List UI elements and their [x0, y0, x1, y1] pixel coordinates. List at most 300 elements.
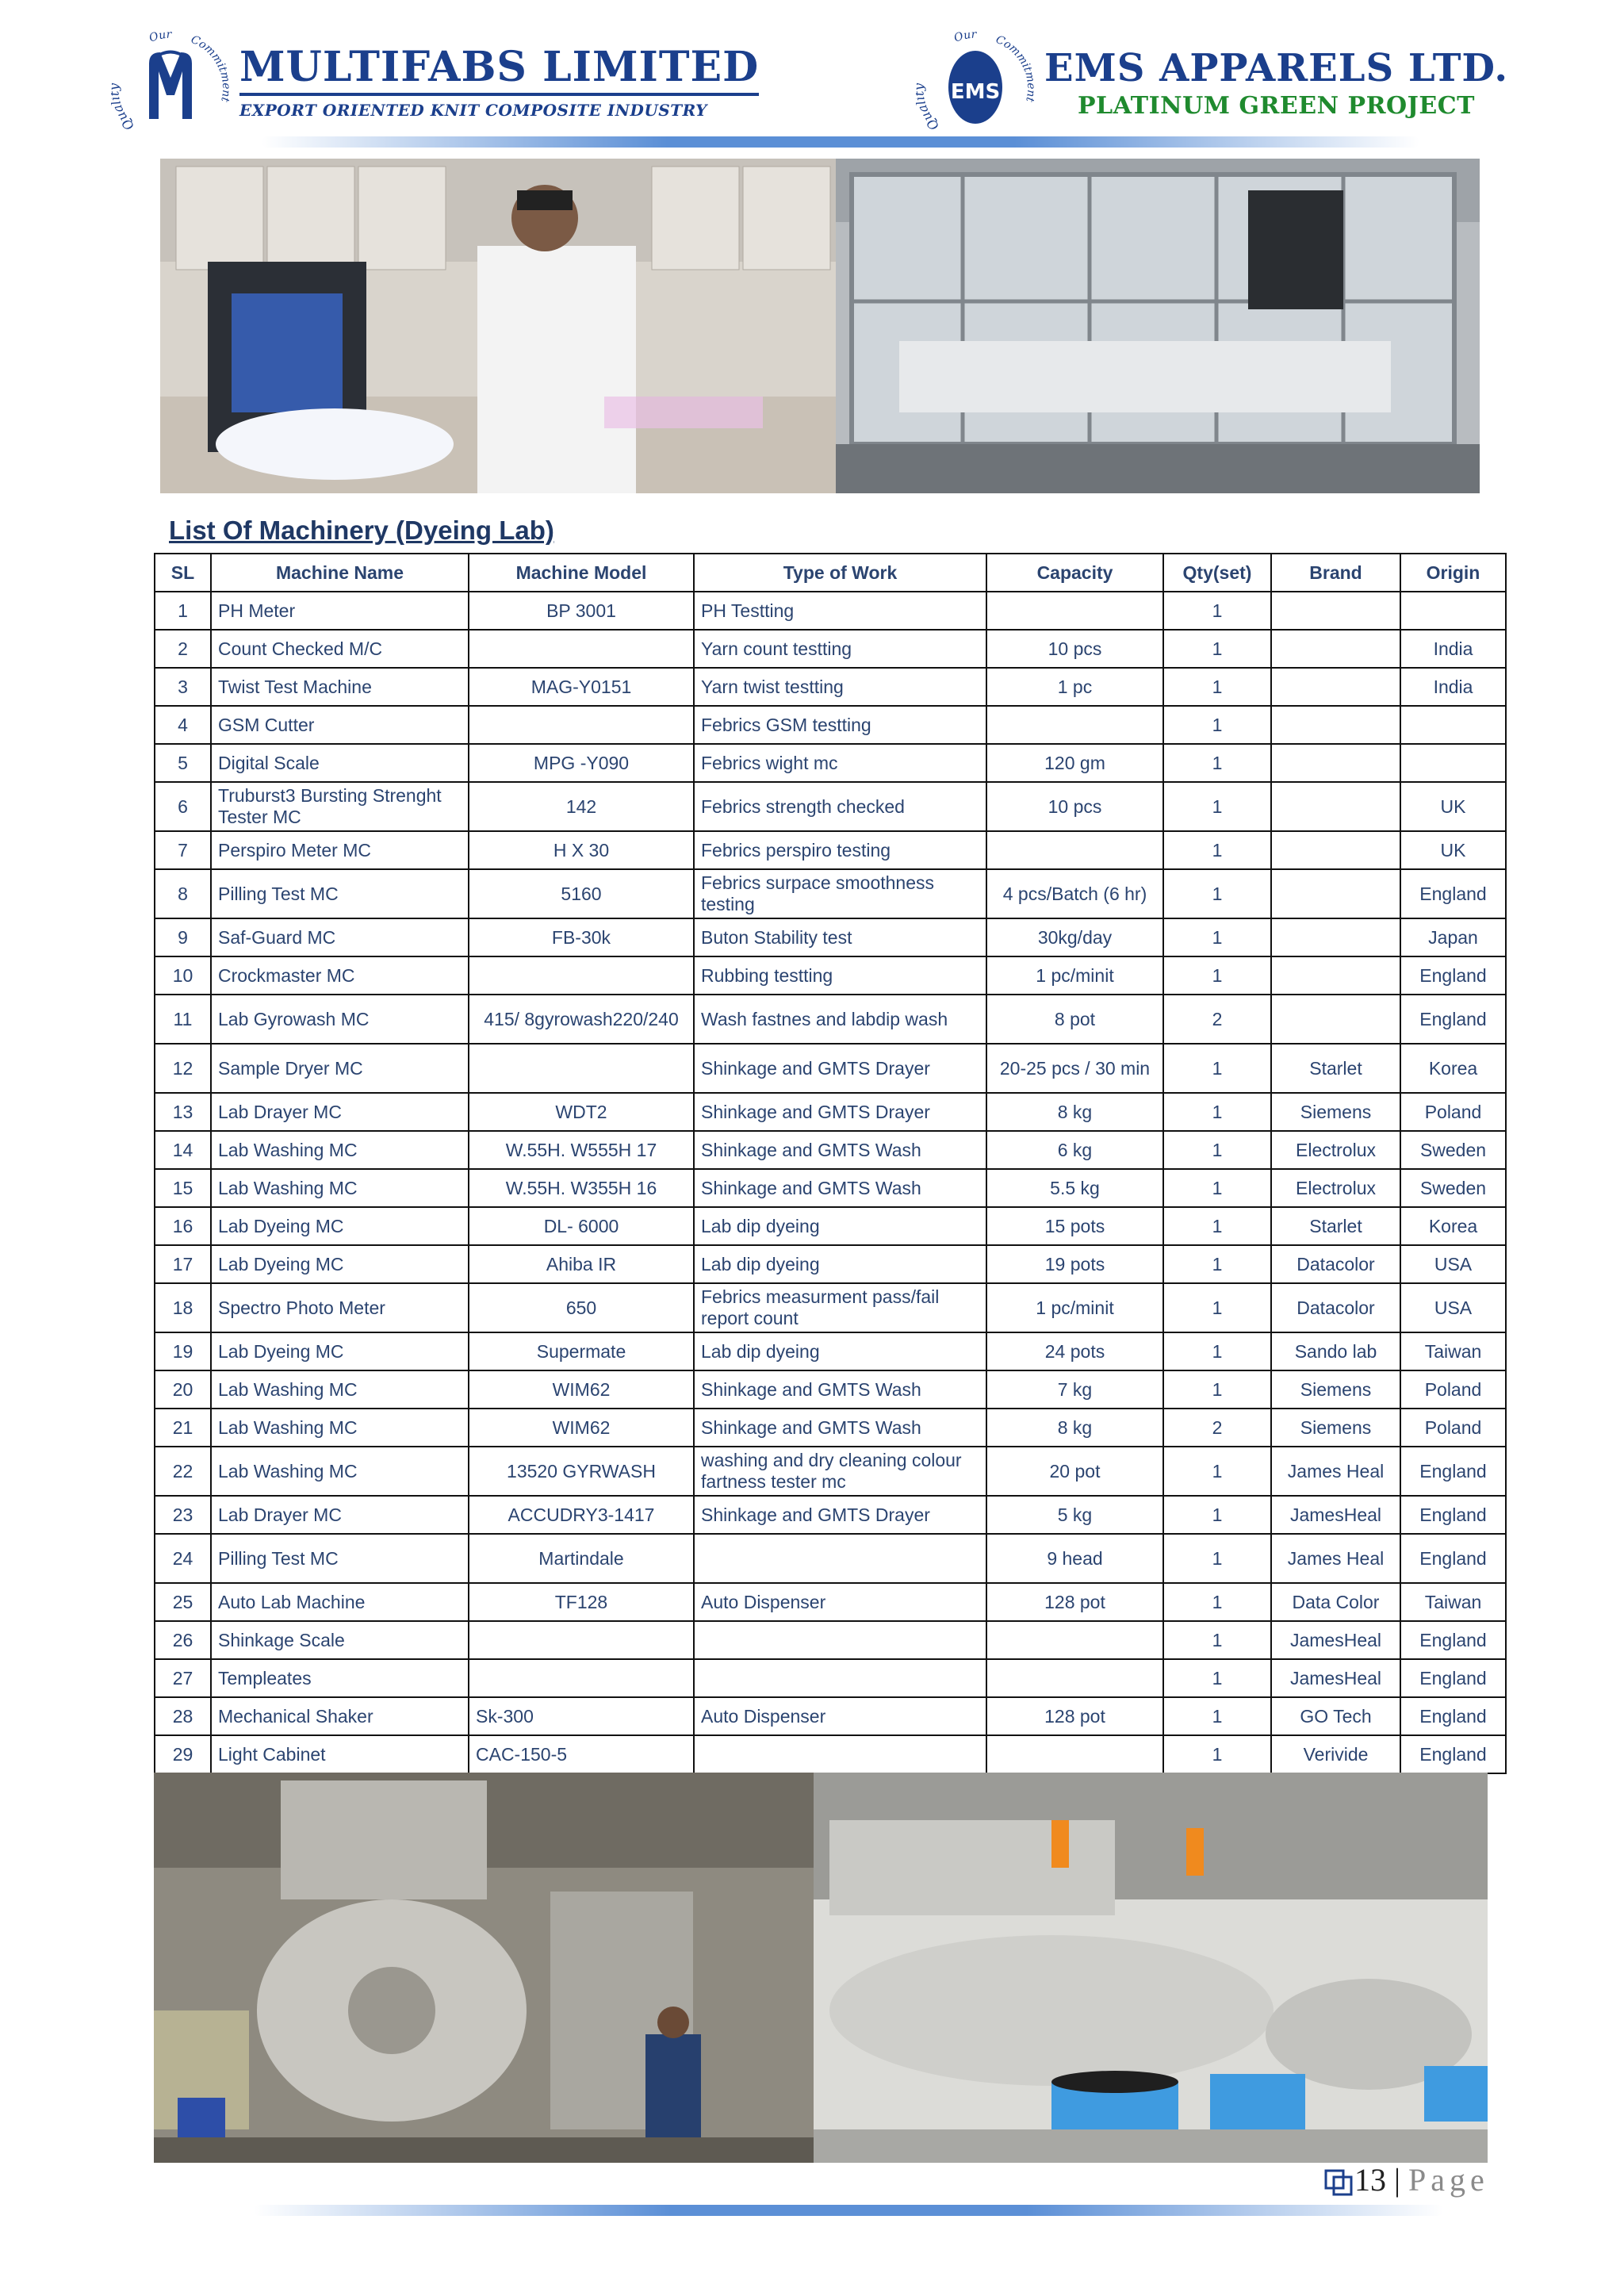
- table-row: [155, 630, 1506, 668]
- cell-sl: 14: [155, 1131, 211, 1169]
- cell-origin: England: [1400, 1534, 1506, 1583]
- cell-machine-model: H X 30: [469, 831, 694, 869]
- cell-sl: 25: [155, 1583, 211, 1621]
- cell-capacity: [986, 1735, 1163, 1773]
- cell-qty: 1: [1163, 744, 1271, 782]
- cell-brand: JamesHeal: [1271, 1496, 1400, 1534]
- arc-text-quality: Qua: [111, 102, 137, 134]
- cell-machine-model: 650: [469, 1283, 694, 1332]
- page-label: Page: [1408, 2162, 1489, 2198]
- cell-machine-model: MAG-Y0151: [469, 668, 694, 706]
- cell-origin: England: [1400, 1697, 1506, 1735]
- cell-capacity: 8 kg: [986, 1409, 1163, 1447]
- ems-name: EMS APPARELS LTD.: [1044, 45, 1509, 90]
- cell-capacity: 128 pot: [986, 1697, 1163, 1735]
- cell-capacity: 10 pcs: [986, 630, 1163, 668]
- cell-machine-name: Lab Gyrowash MC: [211, 995, 469, 1044]
- cell-brand: [1271, 668, 1400, 706]
- table-row: [155, 592, 1506, 630]
- cell-type-of-work: [694, 1735, 986, 1773]
- table-row: [155, 1093, 1506, 1131]
- svg-text:Our: [952, 29, 978, 45]
- cell-machine-name: Truburst3 Bursting Strenght Tester MC: [211, 782, 469, 831]
- cell-machine-model: MPG -Y090: [469, 744, 694, 782]
- cell-capacity: 8 kg: [986, 1093, 1163, 1131]
- cell-qty: 1: [1163, 1207, 1271, 1245]
- cell-capacity: 120 gm: [986, 744, 1163, 782]
- cell-capacity: [986, 706, 1163, 744]
- page-number: [1323, 2161, 1489, 2198]
- cell-origin: Sweden: [1400, 1169, 1506, 1207]
- cell-brand: Data Color: [1271, 1583, 1400, 1621]
- cell-capacity: 4 pcs/Batch (6 hr): [986, 869, 1163, 918]
- cell-sl: 15: [155, 1169, 211, 1207]
- cell-machine-model: BP 3001: [469, 592, 694, 630]
- arc-text-commitment: Commit: [189, 33, 230, 75]
- cell-machine-model: [469, 1621, 694, 1659]
- cell-type-of-work: Febrics measurment pass/fail report count: [694, 1283, 986, 1332]
- cell-machine-name: GSM Cutter: [211, 706, 469, 744]
- cell-origin: Sweden: [1400, 1131, 1506, 1169]
- table-row: [155, 1735, 1506, 1773]
- cell-machine-name: Spectro Photo Meter: [211, 1283, 469, 1332]
- cell-sl: 8: [155, 869, 211, 918]
- page-icon: [1323, 2164, 1354, 2196]
- cell-machine-model: Martindale: [469, 1534, 694, 1583]
- cell-capacity: [986, 1659, 1163, 1697]
- cell-machine-model: W.55H. W355H 16: [469, 1169, 694, 1207]
- cell-sl: 4: [155, 706, 211, 744]
- cell-brand: [1271, 630, 1400, 668]
- cell-machine-model: 142: [469, 782, 694, 831]
- cell-qty: 2: [1163, 1409, 1271, 1447]
- cell-origin: Taiwan: [1400, 1332, 1506, 1370]
- cell-type-of-work: [694, 1659, 986, 1697]
- cell-capacity: 20 pot: [986, 1447, 1163, 1496]
- lab-technician-photo: [160, 159, 836, 493]
- cell-qty: 1: [1163, 1044, 1271, 1093]
- cell-machine-name: Lab Dyeing MC: [211, 1207, 469, 1245]
- auto-dispenser-photo: [836, 159, 1480, 493]
- cell-machine-model: Sk-300: [469, 1697, 694, 1735]
- header-sl: SL: [155, 554, 211, 592]
- cell-machine-model: TF128: [469, 1583, 694, 1621]
- cell-machine-model: W.55H. W555H 17: [469, 1131, 694, 1169]
- table-row: [155, 1131, 1506, 1169]
- cell-brand: GO Tech: [1271, 1697, 1400, 1735]
- multifabs-name: MULTIFABS LIMITED: [239, 44, 759, 96]
- table-row: [155, 1332, 1506, 1370]
- cell-qty: 1: [1163, 1283, 1271, 1332]
- cell-type-of-work: Lab dip dyeing: [694, 1332, 986, 1370]
- cell-machine-model: WIM62: [469, 1370, 694, 1409]
- cell-origin: England: [1400, 995, 1506, 1044]
- cell-type-of-work: Shinkage and GMTS Wash: [694, 1169, 986, 1207]
- cell-machine-name: Saf-Guard MC: [211, 918, 469, 956]
- cell-machine-name: PH Meter: [211, 592, 469, 630]
- cell-origin: Taiwan: [1400, 1583, 1506, 1621]
- cell-origin: England: [1400, 1447, 1506, 1496]
- cell-machine-name: Auto Lab Machine: [211, 1583, 469, 1621]
- header-brand: Brand: [1271, 554, 1400, 592]
- cell-brand: Verivide: [1271, 1735, 1400, 1773]
- table-row: [155, 1496, 1506, 1534]
- cell-qty: 1: [1163, 1697, 1271, 1735]
- cell-type-of-work: Febrics strength checked: [694, 782, 986, 831]
- header-type-of-work: Type of Work: [694, 554, 986, 592]
- cell-brand: Datacolor: [1271, 1283, 1400, 1332]
- cell-origin: USA: [1400, 1245, 1506, 1283]
- table-row: [155, 1207, 1506, 1245]
- cell-qty: 1: [1163, 1496, 1271, 1534]
- cell-origin: England: [1400, 1659, 1506, 1697]
- cell-origin: Poland: [1400, 1409, 1506, 1447]
- cell-origin: England: [1400, 1735, 1506, 1773]
- cell-sl: 28: [155, 1697, 211, 1735]
- cell-origin: England: [1400, 869, 1506, 918]
- table-row: [155, 1169, 1506, 1207]
- arc-text-our: Our: [952, 28, 977, 45]
- cell-origin: England: [1400, 956, 1506, 995]
- cell-capacity: 8 pot: [986, 995, 1163, 1044]
- table-row: [155, 918, 1506, 956]
- table-row: [155, 782, 1506, 831]
- table-row: [155, 668, 1506, 706]
- cell-qty: 1: [1163, 1534, 1271, 1583]
- cell-qty: 1: [1163, 1659, 1271, 1697]
- section-title: List Of Machinery (Dyeing Lab): [169, 516, 554, 545]
- cell-type-of-work: washing and dry cleaning colour fartness tester mc: [694, 1447, 986, 1496]
- cell-qty: 1: [1163, 668, 1271, 706]
- table-header-row: [155, 554, 1506, 592]
- cell-type-of-work: Yarn count testting: [694, 630, 986, 668]
- cell-capacity: 1 pc: [986, 668, 1163, 706]
- cell-origin: England: [1400, 1496, 1506, 1534]
- header-machine-model: Machine Model: [469, 554, 694, 592]
- cell-machine-name: Pilling Test MC: [211, 1534, 469, 1583]
- cell-machine-model: WDT2: [469, 1093, 694, 1131]
- header-divider: [262, 136, 1419, 148]
- cell-brand: [1271, 918, 1400, 956]
- cell-sl: 17: [155, 1245, 211, 1283]
- cell-type-of-work: Febrics wight mc: [694, 744, 986, 782]
- cell-machine-name: Lab Dyeing MC: [211, 1245, 469, 1283]
- cell-sl: 6: [155, 782, 211, 831]
- cell-machine-model: [469, 630, 694, 668]
- ems-mark-text: EMS: [950, 80, 1001, 104]
- cell-capacity: 6 kg: [986, 1131, 1163, 1169]
- cell-capacity: 19 pots: [986, 1245, 1163, 1283]
- cell-sl: 11: [155, 995, 211, 1044]
- cell-machine-name: Lab Washing MC: [211, 1169, 469, 1207]
- cell-origin: India: [1400, 668, 1506, 706]
- cell-type-of-work: Lab dip dyeing: [694, 1207, 986, 1245]
- table-row: [155, 1697, 1506, 1735]
- table-row: [155, 869, 1506, 918]
- cell-qty: 1: [1163, 1735, 1271, 1773]
- cell-type-of-work: Rubbing testting: [694, 956, 986, 995]
- cell-machine-model: 5160: [469, 869, 694, 918]
- cell-sl: 1: [155, 592, 211, 630]
- header-origin: Origin: [1400, 554, 1506, 592]
- cell-sl: 27: [155, 1659, 211, 1697]
- cell-qty: 1: [1163, 1621, 1271, 1659]
- cell-machine-name: Lab Dyeing MC: [211, 1332, 469, 1370]
- header-capacity: Capacity: [986, 554, 1163, 592]
- cell-sl: 24: [155, 1534, 211, 1583]
- cell-qty: 1: [1163, 869, 1271, 918]
- cell-machine-name: Light Cabinet: [211, 1735, 469, 1773]
- cell-machine-model: 415/ 8gyrowash220/240: [469, 995, 694, 1044]
- cell-machine-model: 13520 GYRWASH: [469, 1447, 694, 1496]
- cell-sl: 5: [155, 744, 211, 782]
- cell-brand: James Heal: [1271, 1447, 1400, 1496]
- cell-capacity: 10 pcs: [986, 782, 1163, 831]
- cell-origin: Korea: [1400, 1207, 1506, 1245]
- cell-brand: Starlet: [1271, 1207, 1400, 1245]
- cell-capacity: 15 pots: [986, 1207, 1163, 1245]
- cell-machine-model: Supermate: [469, 1332, 694, 1370]
- cell-type-of-work: Buton Stability test: [694, 918, 986, 956]
- cell-qty: 1: [1163, 1131, 1271, 1169]
- dyeing-machine-photo: [154, 1773, 814, 2163]
- cell-capacity: [986, 592, 1163, 630]
- cell-machine-name: Lab Washing MC: [211, 1409, 469, 1447]
- cell-machine-name: Lab Drayer MC: [211, 1496, 469, 1534]
- cell-sl: 21: [155, 1409, 211, 1447]
- cell-machine-model: [469, 956, 694, 995]
- cell-qty: 1: [1163, 1370, 1271, 1409]
- cell-brand: Datacolor: [1271, 1245, 1400, 1283]
- table-row: [155, 1621, 1506, 1659]
- cell-brand: James Heal: [1271, 1534, 1400, 1583]
- cell-origin: UK: [1400, 831, 1506, 869]
- multifabs-logo: [111, 22, 759, 141]
- cell-brand: [1271, 744, 1400, 782]
- cell-origin: Poland: [1400, 1370, 1506, 1409]
- cell-capacity: 128 pot: [986, 1583, 1163, 1621]
- cell-qty: 1: [1163, 1093, 1271, 1131]
- table-row: [155, 744, 1506, 782]
- cell-capacity: 1 pc/minit: [986, 956, 1163, 995]
- cell-machine-name: Lab Washing MC: [211, 1447, 469, 1496]
- table-row: [155, 956, 1506, 995]
- cell-qty: 1: [1163, 1332, 1271, 1370]
- cell-type-of-work: Shinkage and GMTS Wash: [694, 1370, 986, 1409]
- cell-sl: 20: [155, 1370, 211, 1409]
- cell-brand: [1271, 706, 1400, 744]
- header-qty: Qty(set): [1163, 554, 1271, 592]
- cell-brand: [1271, 995, 1400, 1044]
- cell-sl: 7: [155, 831, 211, 869]
- cell-sl: 18: [155, 1283, 211, 1332]
- cell-qty: 1: [1163, 706, 1271, 744]
- cell-brand: Electrolux: [1271, 1131, 1400, 1169]
- cell-machine-model: FB-30k: [469, 918, 694, 956]
- page-number-value: 13: [1354, 2162, 1386, 2198]
- cell-sl: 16: [155, 1207, 211, 1245]
- cell-type-of-work: [694, 1534, 986, 1583]
- cell-sl: 22: [155, 1447, 211, 1496]
- cell-qty: 1: [1163, 1447, 1271, 1496]
- cell-sl: 3: [155, 668, 211, 706]
- cell-machine-name: Sample Dryer MC: [211, 1044, 469, 1093]
- cell-machine-name: Pilling Test MC: [211, 869, 469, 918]
- cell-origin: Korea: [1400, 1044, 1506, 1093]
- table-row: [155, 831, 1506, 869]
- table-row: [155, 1283, 1506, 1332]
- cell-machine-model: [469, 1659, 694, 1697]
- cell-sl: 12: [155, 1044, 211, 1093]
- cell-machine-model: ACCUDRY3-1417: [469, 1496, 694, 1534]
- cell-type-of-work: [694, 1621, 986, 1659]
- ems-logo: [916, 22, 1508, 141]
- svg-text:Commitment: [189, 33, 230, 103]
- cell-brand: Starlet: [1271, 1044, 1400, 1093]
- cell-capacity: [986, 1621, 1163, 1659]
- cell-machine-model: WIM62: [469, 1409, 694, 1447]
- table-row: [155, 1583, 1506, 1621]
- cell-capacity: 5 kg: [986, 1496, 1163, 1534]
- cell-type-of-work: Wash fastnes and labdip wash: [694, 995, 986, 1044]
- cell-capacity: 30kg/day: [986, 918, 1163, 956]
- cell-brand: [1271, 869, 1400, 918]
- svg-text:Quality: [916, 82, 942, 134]
- cell-qty: 1: [1163, 956, 1271, 995]
- cell-type-of-work: Febrics surpace smoothness testing: [694, 869, 986, 918]
- cell-capacity: 24 pots: [986, 1332, 1163, 1370]
- cell-machine-name: Templeates: [211, 1659, 469, 1697]
- cell-type-of-work: Shinkage and GMTS Drayer: [694, 1044, 986, 1093]
- cell-brand: [1271, 831, 1400, 869]
- cell-origin: England: [1400, 1621, 1506, 1659]
- cell-sl: 10: [155, 956, 211, 995]
- cell-type-of-work: Febrics perspiro testing: [694, 831, 986, 869]
- cell-sl: 2: [155, 630, 211, 668]
- cell-qty: 1: [1163, 1169, 1271, 1207]
- cell-type-of-work: Auto Dispenser: [694, 1697, 986, 1735]
- cell-type-of-work: Shinkage and GMTS Drayer: [694, 1093, 986, 1131]
- ems-emblem: [916, 22, 1035, 141]
- cell-qty: 1: [1163, 1245, 1271, 1283]
- table-row: [155, 1447, 1506, 1496]
- cell-capacity: 1 pc/minit: [986, 1283, 1163, 1332]
- cell-type-of-work: PH Testting: [694, 592, 986, 630]
- cell-type-of-work: Yarn twist testting: [694, 668, 986, 706]
- svg-text:Quality: [111, 82, 137, 134]
- cell-sl: 9: [155, 918, 211, 956]
- cell-sl: 13: [155, 1093, 211, 1131]
- cell-capacity: 7 kg: [986, 1370, 1163, 1409]
- cell-machine-name: Lab Drayer MC: [211, 1093, 469, 1131]
- table-row: [155, 1534, 1506, 1583]
- cell-machine-name: Perspiro Meter MC: [211, 831, 469, 869]
- arc-text-our: Our: [147, 28, 172, 45]
- cell-origin: [1400, 592, 1506, 630]
- footer-divider: [254, 2205, 1443, 2216]
- ems-tagline: PLATINUM GREEN PROJECT: [1078, 91, 1475, 120]
- cell-machine-name: Lab Washing MC: [211, 1131, 469, 1169]
- cell-machine-name: Lab Washing MC: [211, 1370, 469, 1409]
- cell-brand: JamesHeal: [1271, 1621, 1400, 1659]
- cell-machine-name: Twist Test Machine: [211, 668, 469, 706]
- cell-machine-model: CAC-150-5: [469, 1735, 694, 1773]
- cell-brand: Siemens: [1271, 1370, 1400, 1409]
- cell-type-of-work: Shinkage and GMTS Drayer: [694, 1496, 986, 1534]
- cell-origin: Poland: [1400, 1093, 1506, 1131]
- cell-origin: India: [1400, 630, 1506, 668]
- cell-sl: 19: [155, 1332, 211, 1370]
- multifabs-emblem: [111, 22, 230, 141]
- table-row: [155, 1245, 1506, 1283]
- cell-type-of-work: Shinkage and GMTS Wash: [694, 1409, 986, 1447]
- header-machine-name: Machine Name: [211, 554, 469, 592]
- cell-qty: 1: [1163, 831, 1271, 869]
- cell-qty: 2: [1163, 995, 1271, 1044]
- cell-qty: 1: [1163, 782, 1271, 831]
- dyeing-floor-photo: [814, 1773, 1488, 2163]
- table-row: [155, 1370, 1506, 1409]
- cell-type-of-work: Auto Dispenser: [694, 1583, 986, 1621]
- cell-origin: [1400, 706, 1506, 744]
- table-row: [155, 1044, 1506, 1093]
- machinery-table: [154, 553, 1507, 1774]
- cell-capacity: 5.5 kg: [986, 1169, 1163, 1207]
- cell-qty: 1: [1163, 592, 1271, 630]
- cell-type-of-work: Lab dip dyeing: [694, 1245, 986, 1283]
- table-row: [155, 1409, 1506, 1447]
- cell-origin: Japan: [1400, 918, 1506, 956]
- cell-machine-model: Ahiba IR: [469, 1245, 694, 1283]
- cell-qty: 1: [1163, 1583, 1271, 1621]
- cell-brand: Siemens: [1271, 1409, 1400, 1447]
- cell-machine-name: Digital Scale: [211, 744, 469, 782]
- table-row: [155, 706, 1506, 744]
- cell-origin: [1400, 744, 1506, 782]
- svg-text:Our: [147, 29, 173, 45]
- cell-brand: [1271, 956, 1400, 995]
- cell-brand: Electrolux: [1271, 1169, 1400, 1207]
- cell-sl: 29: [155, 1735, 211, 1773]
- cell-origin: UK: [1400, 782, 1506, 831]
- cell-sl: 26: [155, 1621, 211, 1659]
- cell-machine-name: Count Checked M/C: [211, 630, 469, 668]
- cell-capacity: 9 head: [986, 1534, 1163, 1583]
- cell-brand: [1271, 782, 1400, 831]
- cell-type-of-work: Febrics GSM testting: [694, 706, 986, 744]
- cell-machine-model: [469, 1044, 694, 1093]
- cell-machine-name: Shinkage Scale: [211, 1621, 469, 1659]
- multifabs-tagline: EXPORT ORIENTED KNIT COMPOSITE INDUSTRY: [239, 101, 707, 120]
- cell-brand: Sando lab: [1271, 1332, 1400, 1370]
- page-separator: |: [1394, 2162, 1401, 2198]
- cell-machine-model: [469, 706, 694, 744]
- cell-machine-name: Crockmaster MC: [211, 956, 469, 995]
- cell-brand: [1271, 592, 1400, 630]
- cell-type-of-work: Shinkage and GMTS Wash: [694, 1131, 986, 1169]
- arc-text-quality: Qua: [916, 102, 942, 134]
- cell-sl: 23: [155, 1496, 211, 1534]
- cell-capacity: [986, 831, 1163, 869]
- table-row: [155, 1659, 1506, 1697]
- cell-machine-name: Mechanical Shaker: [211, 1697, 469, 1735]
- cell-machine-model: DL- 6000: [469, 1207, 694, 1245]
- cell-brand: JamesHeal: [1271, 1659, 1400, 1697]
- cell-capacity: 20-25 pcs / 30 min: [986, 1044, 1163, 1093]
- cell-qty: 1: [1163, 918, 1271, 956]
- cell-brand: Siemens: [1271, 1093, 1400, 1131]
- cell-qty: 1: [1163, 630, 1271, 668]
